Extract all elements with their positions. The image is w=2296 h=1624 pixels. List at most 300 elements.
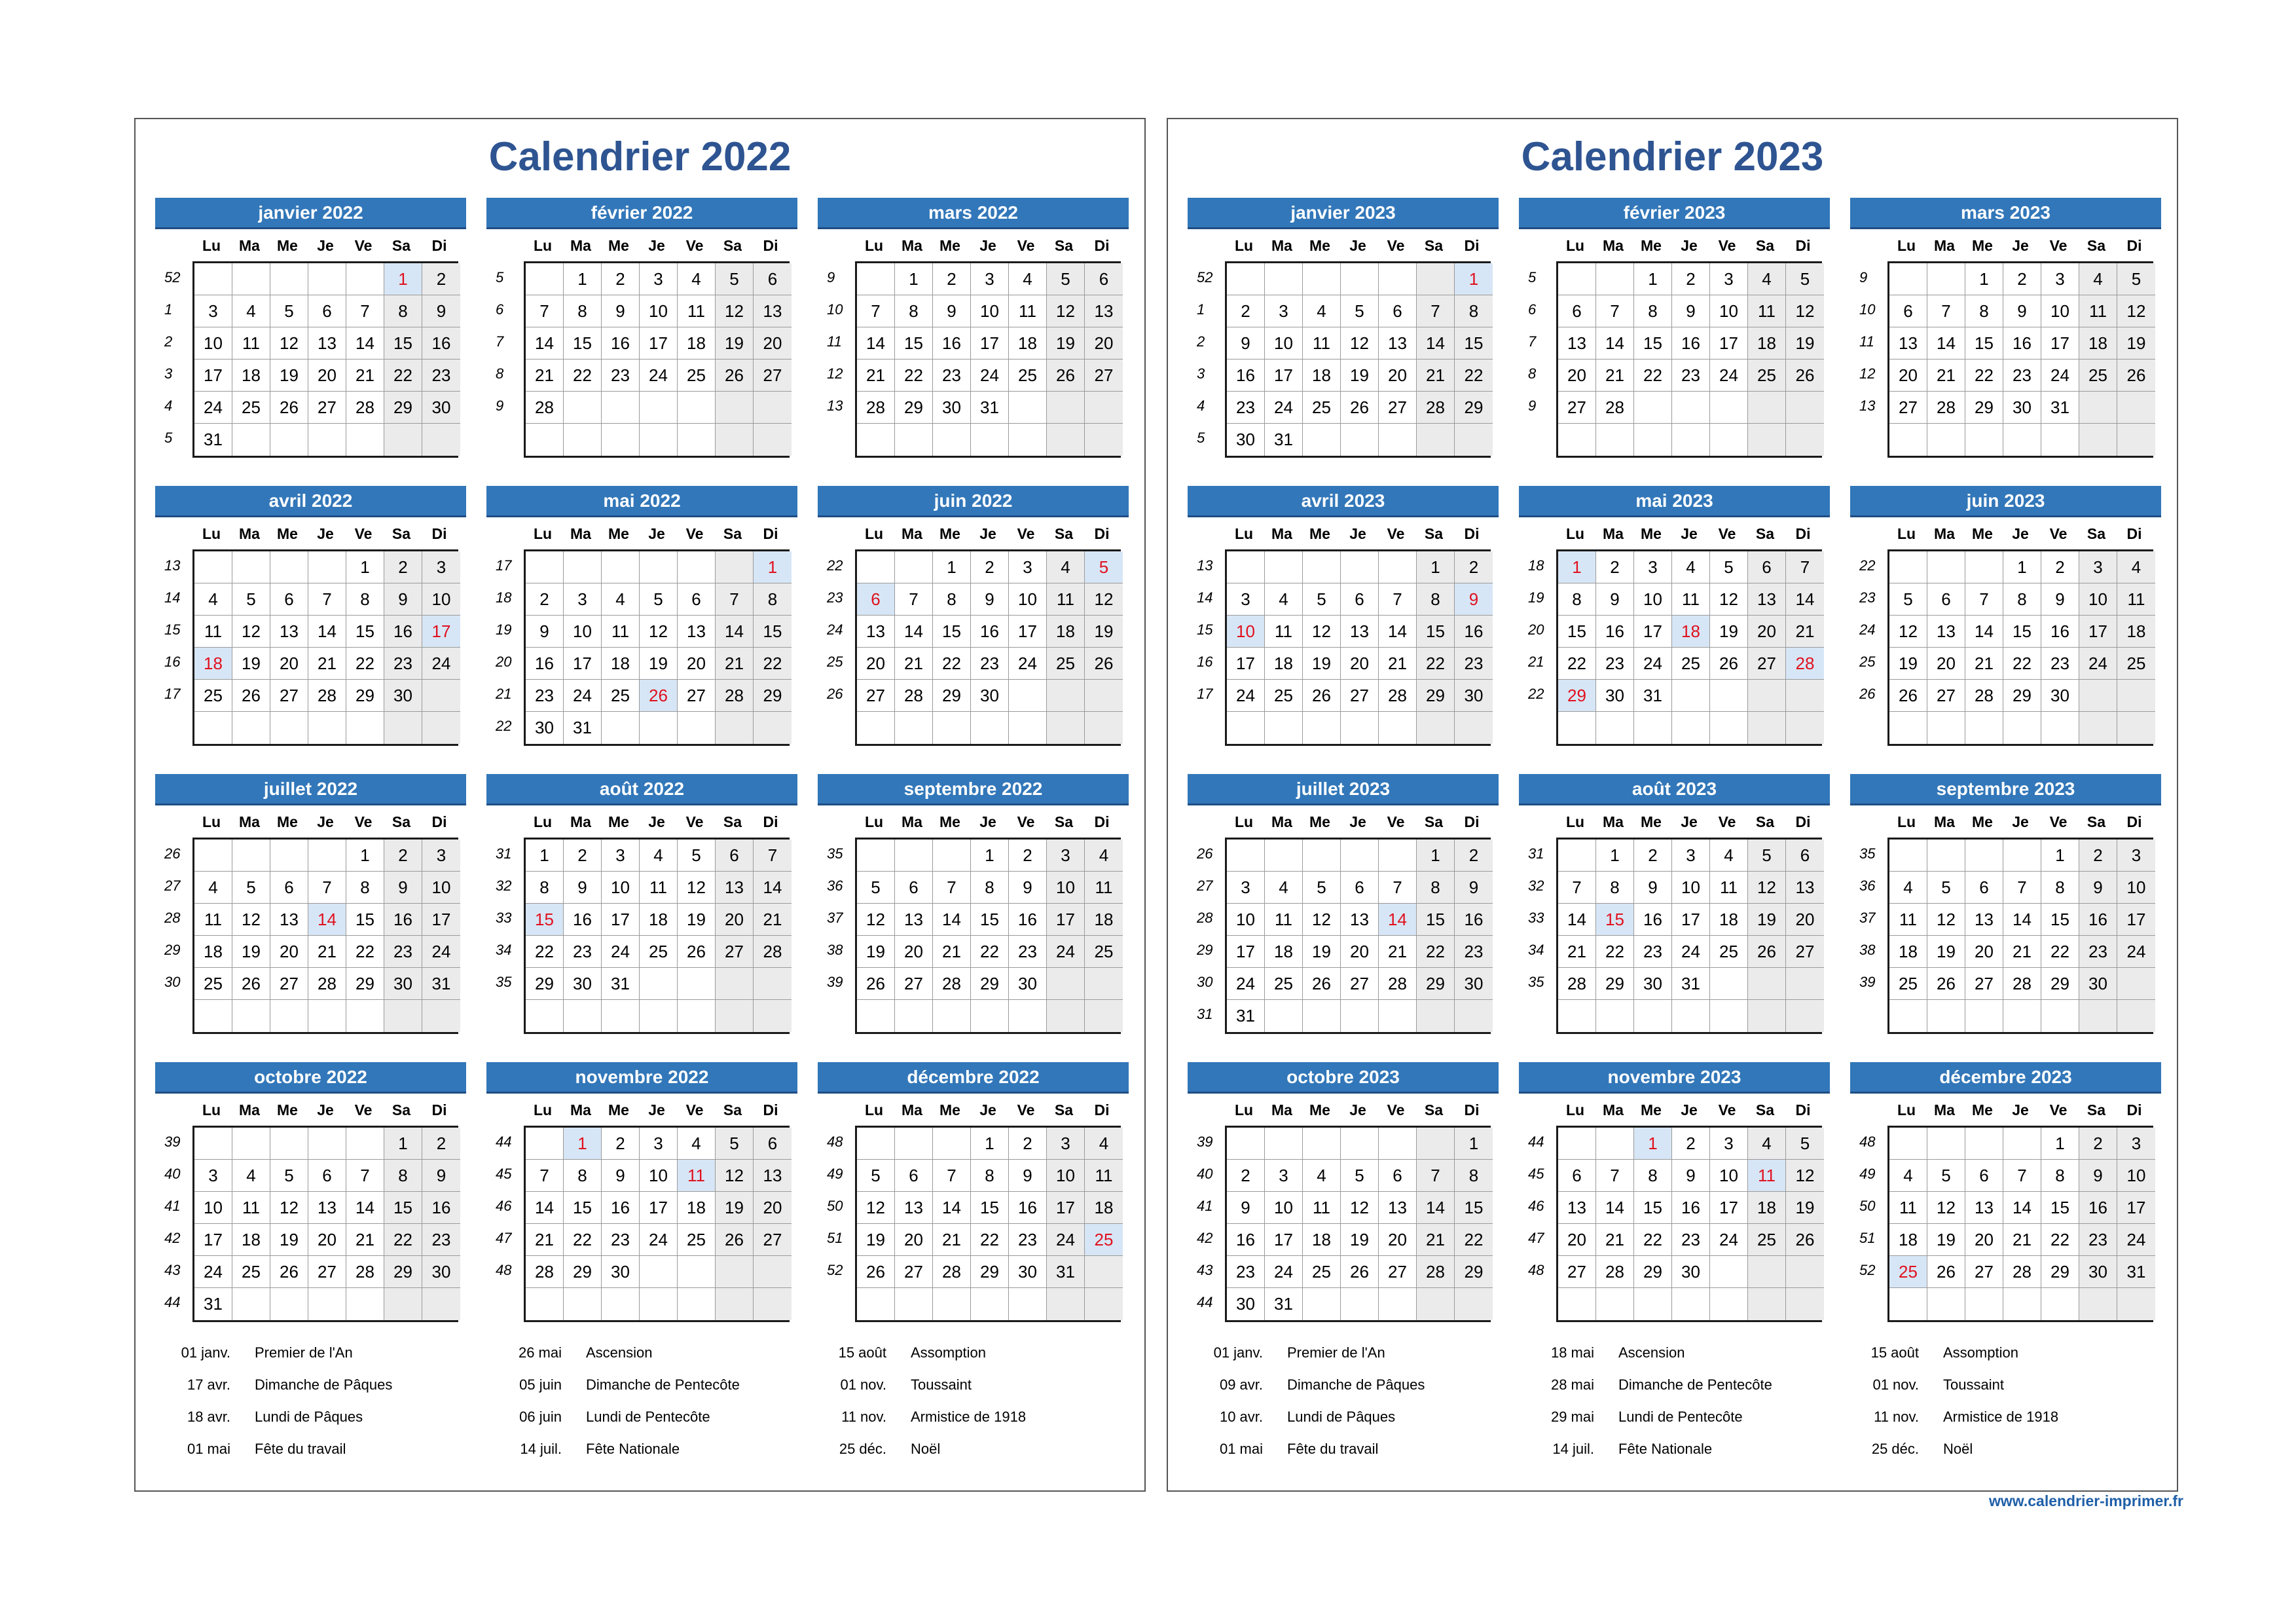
day-cell[interactable]: 4 — [1748, 1128, 1786, 1160]
day-cell[interactable]: 26 — [232, 680, 270, 712]
day-cell[interactable]: 19 — [1786, 1192, 1824, 1224]
day-cell[interactable]: 25 — [1009, 360, 1047, 392]
day-cell[interactable]: 21 — [716, 648, 754, 680]
day-cell[interactable]: 6 — [1341, 583, 1379, 616]
day-cell[interactable]: 20 — [1379, 1224, 1417, 1256]
day-cell[interactable]: 4 — [1889, 1160, 1927, 1192]
day-cell[interactable]: 5 — [716, 1128, 754, 1160]
day-cell[interactable]: 27 — [1558, 392, 1596, 424]
day-cell[interactable]: 22 — [1417, 648, 1455, 680]
day-cell[interactable]: 6 — [1341, 872, 1379, 904]
day-cell[interactable]: 16 — [602, 327, 640, 360]
day-cell[interactable]: 25 — [1710, 936, 1748, 968]
day-cell[interactable]: 7 — [1596, 1160, 1634, 1192]
day-cell[interactable]: 25 — [1303, 392, 1341, 424]
day-cell[interactable]: 2 — [384, 551, 422, 583]
day-cell[interactable]: 11 — [194, 616, 232, 648]
day-cell[interactable]: 22 — [346, 936, 384, 968]
day-cell[interactable]: 31 — [1047, 1256, 1085, 1288]
day-cell[interactable]: 9 — [602, 295, 640, 327]
day-cell[interactable]: 25 — [1265, 968, 1303, 1000]
day-cell[interactable]: 27 — [1889, 392, 1927, 424]
day-cell[interactable]: 25 — [1085, 936, 1123, 968]
day-cell[interactable]: 7 — [857, 295, 895, 327]
day-cell[interactable]: 28 — [933, 1256, 971, 1288]
day-cell[interactable]: 4 — [1085, 840, 1123, 872]
day-cell[interactable]: 12 — [857, 904, 895, 936]
day-cell[interactable]: 20 — [1558, 360, 1596, 392]
day-cell[interactable]: 26 — [1927, 968, 1965, 1000]
day-cell[interactable]: 12 — [678, 872, 716, 904]
day-cell[interactable]: 22 — [1455, 360, 1493, 392]
day-cell[interactable]: 22 — [1417, 936, 1455, 968]
day-cell[interactable]: 16 — [526, 648, 564, 680]
day-cell[interactable]: 7 — [2003, 872, 2041, 904]
holiday-day-cell[interactable]: 17 — [422, 616, 460, 648]
day-cell[interactable]: 27 — [1558, 1256, 1596, 1288]
day-cell[interactable]: 29 — [1634, 1256, 1672, 1288]
day-cell[interactable]: 7 — [716, 583, 754, 616]
holiday-day-cell[interactable]: 5 — [1085, 551, 1123, 583]
day-cell[interactable]: 6 — [270, 872, 308, 904]
day-cell[interactable]: 1 — [971, 1128, 1009, 1160]
day-cell[interactable]: 27 — [308, 1256, 346, 1288]
day-cell[interactable]: 18 — [678, 327, 716, 360]
day-cell[interactable]: 8 — [1634, 1160, 1672, 1192]
day-cell[interactable]: 16 — [1596, 616, 1634, 648]
day-cell[interactable]: 4 — [1085, 1128, 1123, 1160]
day-cell[interactable]: 11 — [678, 295, 716, 327]
day-cell[interactable]: 8 — [971, 872, 1009, 904]
day-cell[interactable]: 25 — [2117, 648, 2155, 680]
day-cell[interactable]: 9 — [422, 1160, 460, 1192]
day-cell[interactable]: 17 — [194, 1224, 232, 1256]
day-cell[interactable]: 30 — [1227, 1288, 1265, 1320]
day-cell[interactable]: 22 — [526, 936, 564, 968]
day-cell[interactable]: 7 — [933, 872, 971, 904]
day-cell[interactable]: 27 — [1341, 968, 1379, 1000]
day-cell[interactable]: 8 — [346, 872, 384, 904]
day-cell[interactable]: 6 — [1558, 1160, 1596, 1192]
day-cell[interactable]: 16 — [2041, 616, 2079, 648]
day-cell[interactable]: 17 — [971, 327, 1009, 360]
day-cell[interactable]: 22 — [2041, 936, 2079, 968]
day-cell[interactable]: 20 — [716, 904, 754, 936]
day-cell[interactable]: 4 — [678, 263, 716, 295]
day-cell[interactable]: 2 — [1009, 1128, 1047, 1160]
day-cell[interactable]: 11 — [1710, 872, 1748, 904]
day-cell[interactable]: 19 — [1303, 648, 1341, 680]
day-cell[interactable]: 2 — [1455, 551, 1493, 583]
day-cell[interactable]: 4 — [194, 872, 232, 904]
day-cell[interactable]: 17 — [2117, 904, 2155, 936]
day-cell[interactable]: 29 — [895, 392, 933, 424]
holiday-day-cell[interactable]: 25 — [1889, 1256, 1927, 1288]
day-cell[interactable]: 31 — [564, 712, 602, 744]
day-cell[interactable]: 27 — [1748, 648, 1786, 680]
day-cell[interactable]: 15 — [1417, 904, 1455, 936]
day-cell[interactable]: 26 — [270, 392, 308, 424]
day-cell[interactable]: 5 — [1341, 1160, 1379, 1192]
day-cell[interactable]: 3 — [2117, 840, 2155, 872]
day-cell[interactable]: 26 — [1927, 1256, 1965, 1288]
day-cell[interactable]: 21 — [1596, 360, 1634, 392]
day-cell[interactable]: 7 — [1558, 872, 1596, 904]
day-cell[interactable]: 1 — [933, 551, 971, 583]
day-cell[interactable]: 3 — [640, 1128, 678, 1160]
day-cell[interactable]: 23 — [1009, 1224, 1047, 1256]
day-cell[interactable]: 23 — [2003, 360, 2041, 392]
day-cell[interactable]: 4 — [2117, 551, 2155, 583]
day-cell[interactable]: 25 — [1672, 648, 1710, 680]
day-cell[interactable]: 6 — [1379, 295, 1417, 327]
day-cell[interactable]: 10 — [422, 583, 460, 616]
day-cell[interactable]: 20 — [1786, 904, 1824, 936]
day-cell[interactable]: 24 — [1265, 1256, 1303, 1288]
day-cell[interactable]: 9 — [384, 872, 422, 904]
day-cell[interactable]: 12 — [1303, 904, 1341, 936]
day-cell[interactable]: 15 — [2041, 1192, 2079, 1224]
day-cell[interactable]: 8 — [1634, 295, 1672, 327]
day-cell[interactable]: 22 — [564, 360, 602, 392]
day-cell[interactable]: 13 — [895, 904, 933, 936]
day-cell[interactable]: 14 — [754, 872, 792, 904]
day-cell[interactable]: 7 — [1965, 583, 2003, 616]
day-cell[interactable]: 14 — [895, 616, 933, 648]
day-cell[interactable]: 20 — [1085, 327, 1123, 360]
holiday-day-cell[interactable]: 1 — [1455, 263, 1493, 295]
day-cell[interactable]: 12 — [1341, 327, 1379, 360]
day-cell[interactable]: 18 — [678, 1192, 716, 1224]
day-cell[interactable]: 30 — [1596, 680, 1634, 712]
day-cell[interactable]: 9 — [526, 616, 564, 648]
day-cell[interactable]: 18 — [640, 904, 678, 936]
day-cell[interactable]: 8 — [895, 295, 933, 327]
day-cell[interactable]: 15 — [1965, 327, 2003, 360]
day-cell[interactable]: 25 — [1265, 680, 1303, 712]
day-cell[interactable]: 29 — [2003, 680, 2041, 712]
day-cell[interactable]: 9 — [564, 872, 602, 904]
day-cell[interactable]: 24 — [640, 360, 678, 392]
day-cell[interactable]: 26 — [857, 968, 895, 1000]
day-cell[interactable]: 29 — [2041, 1256, 2079, 1288]
day-cell[interactable]: 15 — [933, 616, 971, 648]
day-cell[interactable]: 8 — [933, 583, 971, 616]
day-cell[interactable]: 16 — [564, 904, 602, 936]
day-cell[interactable]: 1 — [1455, 1128, 1493, 1160]
day-cell[interactable]: 4 — [1047, 551, 1085, 583]
day-cell[interactable]: 29 — [384, 392, 422, 424]
day-cell[interactable]: 2 — [564, 840, 602, 872]
day-cell[interactable]: 15 — [971, 904, 1009, 936]
day-cell[interactable]: 29 — [971, 1256, 1009, 1288]
day-cell[interactable]: 28 — [308, 968, 346, 1000]
day-cell[interactable]: 3 — [640, 263, 678, 295]
day-cell[interactable]: 13 — [716, 872, 754, 904]
day-cell[interactable]: 20 — [678, 648, 716, 680]
day-cell[interactable]: 18 — [1085, 1192, 1123, 1224]
day-cell[interactable]: 16 — [1227, 1224, 1265, 1256]
day-cell[interactable]: 15 — [2003, 616, 2041, 648]
day-cell[interactable]: 12 — [1303, 616, 1341, 648]
day-cell[interactable]: 24 — [1672, 936, 1710, 968]
day-cell[interactable]: 23 — [2041, 648, 2079, 680]
day-cell[interactable]: 25 — [678, 360, 716, 392]
day-cell[interactable]: 14 — [2003, 1192, 2041, 1224]
day-cell[interactable]: 8 — [2003, 583, 2041, 616]
day-cell[interactable]: 15 — [1558, 616, 1596, 648]
day-cell[interactable]: 18 — [1889, 1224, 1927, 1256]
day-cell[interactable]: 8 — [526, 872, 564, 904]
day-cell[interactable]: 12 — [1927, 904, 1965, 936]
day-cell[interactable]: 19 — [1303, 936, 1341, 968]
day-cell[interactable]: 21 — [1417, 1224, 1455, 1256]
day-cell[interactable]: 12 — [1786, 295, 1824, 327]
holiday-day-cell[interactable]: 14 — [1379, 904, 1417, 936]
day-cell[interactable]: 27 — [857, 680, 895, 712]
day-cell[interactable]: 18 — [1265, 648, 1303, 680]
day-cell[interactable]: 27 — [1786, 936, 1824, 968]
day-cell[interactable]: 26 — [1710, 648, 1748, 680]
day-cell[interactable]: 18 — [232, 1224, 270, 1256]
day-cell[interactable]: 19 — [1341, 360, 1379, 392]
day-cell[interactable]: 30 — [422, 1256, 460, 1288]
day-cell[interactable]: 10 — [1265, 1192, 1303, 1224]
day-cell[interactable]: 25 — [194, 680, 232, 712]
day-cell[interactable]: 9 — [1009, 872, 1047, 904]
day-cell[interactable]: 29 — [384, 1256, 422, 1288]
day-cell[interactable]: 16 — [602, 1192, 640, 1224]
day-cell[interactable]: 2 — [1596, 551, 1634, 583]
day-cell[interactable]: 20 — [308, 360, 346, 392]
day-cell[interactable]: 17 — [1265, 360, 1303, 392]
day-cell[interactable]: 13 — [678, 616, 716, 648]
day-cell[interactable]: 3 — [602, 840, 640, 872]
day-cell[interactable]: 14 — [1417, 327, 1455, 360]
day-cell[interactable]: 5 — [857, 1160, 895, 1192]
day-cell[interactable]: 6 — [754, 1128, 792, 1160]
day-cell[interactable]: 19 — [716, 1192, 754, 1224]
day-cell[interactable]: 28 — [857, 392, 895, 424]
day-cell[interactable]: 14 — [2003, 904, 2041, 936]
day-cell[interactable]: 27 — [270, 968, 308, 1000]
day-cell[interactable]: 30 — [564, 968, 602, 1000]
day-cell[interactable]: 17 — [1047, 1192, 1085, 1224]
day-cell[interactable]: 4 — [1265, 872, 1303, 904]
day-cell[interactable]: 22 — [895, 360, 933, 392]
day-cell[interactable]: 14 — [1558, 904, 1596, 936]
day-cell[interactable]: 23 — [1009, 936, 1047, 968]
day-cell[interactable]: 5 — [1710, 551, 1748, 583]
day-cell[interactable]: 1 — [1965, 263, 2003, 295]
day-cell[interactable]: 13 — [1965, 904, 2003, 936]
day-cell[interactable]: 10 — [640, 1160, 678, 1192]
day-cell[interactable]: 15 — [346, 904, 384, 936]
day-cell[interactable]: 22 — [1455, 1224, 1493, 1256]
day-cell[interactable]: 25 — [1303, 1256, 1341, 1288]
day-cell[interactable]: 28 — [1417, 1256, 1455, 1288]
day-cell[interactable]: 10 — [194, 1192, 232, 1224]
day-cell[interactable]: 2 — [1672, 263, 1710, 295]
day-cell[interactable]: 12 — [270, 1192, 308, 1224]
day-cell[interactable]: 7 — [526, 1160, 564, 1192]
day-cell[interactable]: 14 — [1596, 327, 1634, 360]
day-cell[interactable]: 18 — [1303, 1224, 1341, 1256]
day-cell[interactable]: 6 — [1889, 295, 1927, 327]
day-cell[interactable]: 30 — [1455, 680, 1493, 712]
day-cell[interactable]: 15 — [1634, 1192, 1672, 1224]
day-cell[interactable]: 22 — [2003, 648, 2041, 680]
day-cell[interactable]: 19 — [270, 1224, 308, 1256]
day-cell[interactable]: 9 — [1672, 295, 1710, 327]
day-cell[interactable]: 21 — [1379, 648, 1417, 680]
day-cell[interactable]: 5 — [1927, 872, 1965, 904]
footer-website-link[interactable]: www.calendrier-imprimer.fr — [1989, 1492, 2183, 1509]
day-cell[interactable]: 15 — [564, 1192, 602, 1224]
day-cell[interactable]: 11 — [1748, 295, 1786, 327]
day-cell[interactable]: 2 — [2041, 551, 2079, 583]
day-cell[interactable]: 29 — [754, 680, 792, 712]
day-cell[interactable]: 6 — [716, 840, 754, 872]
day-cell[interactable]: 9 — [1455, 872, 1493, 904]
day-cell[interactable]: 11 — [2117, 583, 2155, 616]
day-cell[interactable]: 17 — [1009, 616, 1047, 648]
day-cell[interactable]: 8 — [2041, 872, 2079, 904]
day-cell[interactable]: 22 — [564, 1224, 602, 1256]
day-cell[interactable]: 7 — [346, 1160, 384, 1192]
day-cell[interactable]: 3 — [2117, 1128, 2155, 1160]
day-cell[interactable]: 12 — [1748, 872, 1786, 904]
day-cell[interactable]: 9 — [1227, 1192, 1265, 1224]
day-cell[interactable]: 10 — [1227, 904, 1265, 936]
day-cell[interactable]: 18 — [2079, 327, 2117, 360]
day-cell[interactable]: 17 — [2117, 1192, 2155, 1224]
day-cell[interactable]: 9 — [1672, 1160, 1710, 1192]
holiday-day-cell[interactable]: 18 — [1672, 616, 1710, 648]
day-cell[interactable]: 27 — [895, 1256, 933, 1288]
day-cell[interactable]: 4 — [1265, 583, 1303, 616]
day-cell[interactable]: 22 — [754, 648, 792, 680]
day-cell[interactable]: 19 — [1927, 936, 1965, 968]
day-cell[interactable]: 21 — [1558, 936, 1596, 968]
day-cell[interactable]: 26 — [232, 968, 270, 1000]
day-cell[interactable]: 12 — [1927, 1192, 1965, 1224]
day-cell[interactable]: 17 — [1047, 904, 1085, 936]
day-cell[interactable]: 19 — [1748, 904, 1786, 936]
day-cell[interactable]: 25 — [640, 936, 678, 968]
day-cell[interactable]: 24 — [422, 936, 460, 968]
day-cell[interactable]: 23 — [602, 360, 640, 392]
day-cell[interactable]: 11 — [602, 616, 640, 648]
day-cell[interactable]: 31 — [194, 1288, 232, 1320]
day-cell[interactable]: 26 — [1341, 1256, 1379, 1288]
day-cell[interactable]: 26 — [857, 1256, 895, 1288]
day-cell[interactable]: 28 — [526, 392, 564, 424]
day-cell[interactable]: 3 — [1265, 1160, 1303, 1192]
day-cell[interactable]: 3 — [194, 1160, 232, 1192]
day-cell[interactable]: 11 — [1047, 583, 1085, 616]
day-cell[interactable]: 2 — [1634, 840, 1672, 872]
day-cell[interactable]: 8 — [564, 1160, 602, 1192]
day-cell[interactable]: 14 — [1965, 616, 2003, 648]
day-cell[interactable]: 29 — [564, 1256, 602, 1288]
day-cell[interactable]: 2 — [2079, 840, 2117, 872]
day-cell[interactable]: 21 — [308, 648, 346, 680]
day-cell[interactable]: 9 — [2079, 872, 2117, 904]
day-cell[interactable]: 6 — [1748, 551, 1786, 583]
day-cell[interactable]: 22 — [971, 1224, 1009, 1256]
holiday-day-cell[interactable]: 1 — [384, 263, 422, 295]
day-cell[interactable]: 27 — [754, 360, 792, 392]
day-cell[interactable]: 30 — [526, 712, 564, 744]
day-cell[interactable]: 16 — [1455, 904, 1493, 936]
day-cell[interactable]: 18 — [1889, 936, 1927, 968]
day-cell[interactable]: 30 — [1455, 968, 1493, 1000]
day-cell[interactable]: 16 — [384, 616, 422, 648]
day-cell[interactable]: 23 — [384, 936, 422, 968]
day-cell[interactable]: 12 — [232, 904, 270, 936]
day-cell[interactable]: 16 — [384, 904, 422, 936]
holiday-day-cell[interactable]: 1 — [1558, 551, 1596, 583]
day-cell[interactable]: 12 — [232, 616, 270, 648]
day-cell[interactable]: 15 — [1417, 616, 1455, 648]
day-cell[interactable]: 3 — [1227, 583, 1265, 616]
day-cell[interactable]: 7 — [308, 872, 346, 904]
day-cell[interactable]: 11 — [1265, 616, 1303, 648]
day-cell[interactable]: 4 — [2079, 263, 2117, 295]
holiday-day-cell[interactable]: 18 — [194, 648, 232, 680]
day-cell[interactable]: 26 — [270, 1256, 308, 1288]
day-cell[interactable]: 21 — [308, 936, 346, 968]
day-cell[interactable]: 20 — [895, 1224, 933, 1256]
day-cell[interactable]: 2 — [422, 263, 460, 295]
day-cell[interactable]: 21 — [1786, 616, 1824, 648]
day-cell[interactable]: 31 — [2117, 1256, 2155, 1288]
day-cell[interactable]: 31 — [422, 968, 460, 1000]
day-cell[interactable]: 12 — [640, 616, 678, 648]
day-cell[interactable]: 6 — [308, 1160, 346, 1192]
day-cell[interactable]: 30 — [384, 680, 422, 712]
day-cell[interactable]: 19 — [232, 936, 270, 968]
day-cell[interactable]: 10 — [1265, 327, 1303, 360]
day-cell[interactable]: 21 — [857, 360, 895, 392]
day-cell[interactable]: 23 — [1672, 1224, 1710, 1256]
day-cell[interactable]: 12 — [2117, 295, 2155, 327]
day-cell[interactable]: 17 — [422, 904, 460, 936]
day-cell[interactable]: 27 — [716, 936, 754, 968]
day-cell[interactable]: 7 — [526, 295, 564, 327]
day-cell[interactable]: 9 — [933, 295, 971, 327]
day-cell[interactable]: 10 — [564, 616, 602, 648]
day-cell[interactable]: 6 — [1965, 1160, 2003, 1192]
day-cell[interactable]: 8 — [971, 1160, 1009, 1192]
day-cell[interactable]: 16 — [1009, 904, 1047, 936]
day-cell[interactable]: 29 — [971, 968, 1009, 1000]
day-cell[interactable]: 3 — [1227, 872, 1265, 904]
day-cell[interactable]: 27 — [895, 968, 933, 1000]
day-cell[interactable]: 23 — [933, 360, 971, 392]
day-cell[interactable]: 26 — [716, 360, 754, 392]
day-cell[interactable]: 14 — [1786, 583, 1824, 616]
day-cell[interactable]: 5 — [716, 263, 754, 295]
day-cell[interactable]: 14 — [716, 616, 754, 648]
day-cell[interactable]: 26 — [1085, 648, 1123, 680]
day-cell[interactable]: 20 — [1379, 360, 1417, 392]
day-cell[interactable]: 16 — [422, 1192, 460, 1224]
day-cell[interactable]: 15 — [971, 1192, 1009, 1224]
day-cell[interactable]: 11 — [1889, 904, 1927, 936]
day-cell[interactable]: 10 — [602, 872, 640, 904]
